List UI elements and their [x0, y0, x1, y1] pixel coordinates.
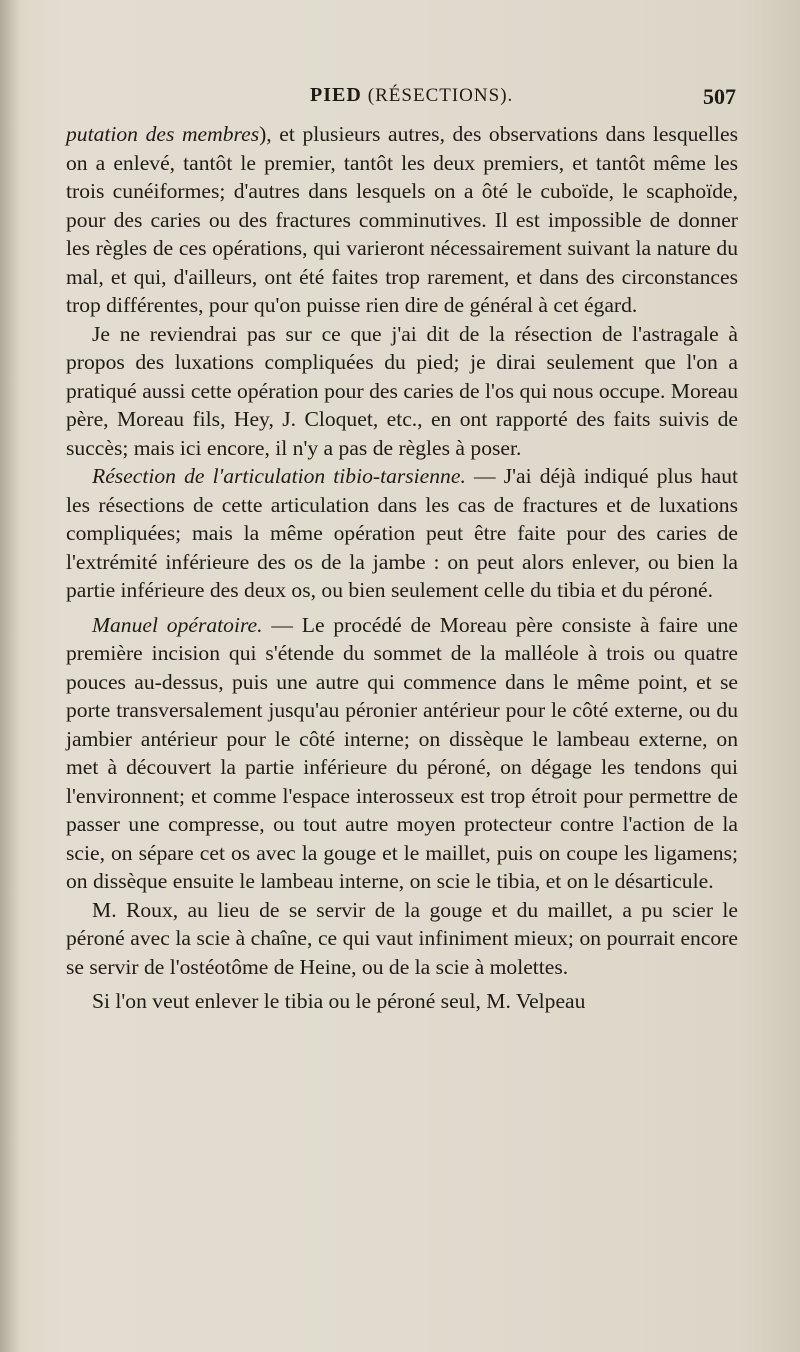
page-number: 507 [703, 84, 736, 109]
paragraph-4-text: — Le procédé de Moreau père consiste à faire une première incision qui s'étende du sommet de la malléole à trois ou quatre pouces au-dessus, puis une autre qui commence dans le même point, et se porte transversalement jusqu'au péronier antérieur pour le côté externe, ou du jambier antérieur pour le côté interne; on dissèque le lambeau externe, on met à découvert la partie inférieure du péroné, on dégage les tendons qui l'environnent; et comme l'espace interosseux est trop étroit pour permettre de passer une compresse, ou tout autre moyen protecteur contre l'action de la scie, on sépare cet os avec la gouge et le maillet, puis on coupe les ligamens; on dissèque ensuite le lambeau interne, on scie le tibia, et on le désarticule. [66, 612, 738, 893]
paragraph-3 [66, 462, 738, 605]
paragraph-4 [66, 611, 738, 896]
paragraph-4-lead: Manuel opératoire. [92, 612, 263, 637]
running-title-main: PIED [310, 84, 362, 106]
paragraph-2 [66, 320, 738, 463]
paragraph-1-lead: putation des membres [66, 122, 260, 146]
paragraph-3-lead: Résection de l'articulation tibio-tarsienne. [92, 464, 466, 488]
paragraph-2-text: Je ne reviendrai pas sur ce que j'ai dit de la résection de l'astragale à propos des luxations compliquées du pied; je dirai seulement que l'on a pratiqué aussi cette opération pour des caries de l'os qui nous occupe. Moreau père, Moreau fils, Hey, J. Cloquet, etc., en ont rapporté des faits suivis de succès; mais ici encore, il n'y a pas de règles à poser. [66, 321, 738, 460]
running-head [66, 80, 738, 116]
paragraph-5 [66, 896, 738, 982]
paragraph-6-text: Si l'on veut enlever le tibia ou le péroné seul, M. Velpeau [92, 989, 586, 1013]
paragraph-6 [66, 987, 738, 1016]
running-title-paren: (RÉSECTIONS). [367, 85, 514, 106]
paragraph-1 [66, 120, 738, 320]
running-title [310, 84, 513, 107]
body-text [66, 120, 738, 1016]
paragraph-1-text: ), et plusieurs autres, des observations dans lesquelles on a enlevé, tantôt le premier, tantôt les deux premiers, et tantôt même les trois cunéiformes; d'autres dans lesquels on a ôté le cuboïde, le scaphoïde, pour des caries ou des fractures comminutives. Il est impossible de donner les règles de ces opérations, qui varieront nécessairement suivant la nature du mal, et qui, d'ailleurs, ont été faites trop rarement, et dans des circonstances trop différentes, pour qu'on puisse rien dire de général à cet égard. [66, 122, 738, 317]
paragraph-5-text: M. Roux, au lieu de se servir de la gouge et du maillet, a pu scier le péroné avec la scie à chaîne, ce qui vaut infiniment mieux; on pourrait encore se servir de l'ostéotôme de Heine, ou de la scie à molettes. [66, 897, 738, 979]
spine-shadow [0, 0, 22, 1352]
paragraph-3-text: — J'ai déjà indiqué plus haut les résections de cette articulation dans les cas de fractures et de luxations compliquées; mais la même opération peut être faite pour des caries de l'extrémité inférieure des os de la jambe : on peut alors enlever, ou bien la partie inférieure des deux os, ou bien seulement celle du tibia et du péroné. [66, 464, 738, 602]
